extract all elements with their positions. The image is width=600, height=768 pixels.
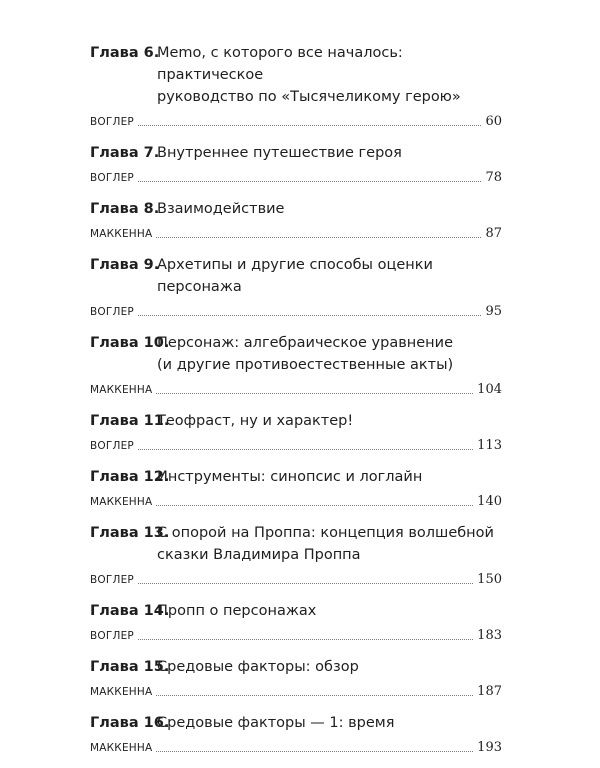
toc-entry-chapter-6[interactable] xyxy=(90,42,502,129)
chapter-author: МАККЕННА xyxy=(90,496,153,508)
chapter-label: Глава 11. xyxy=(90,413,170,429)
toc-title-row xyxy=(90,332,502,376)
chapter-title: С опорой на Проппа: концепция волшебной сказки Владимира Проппа xyxy=(157,525,494,563)
chapter-label: Глава 13. xyxy=(90,525,170,541)
dot-leader xyxy=(138,448,473,450)
page-number: 113 xyxy=(477,438,502,453)
toc-title-row xyxy=(90,522,502,566)
chapter-label: Глава 12. xyxy=(90,469,170,485)
chapter-title: Персонаж: алгебраическое уравнение (и другие противоестественные акты) xyxy=(157,335,454,373)
chapter-author: МАККЕННА xyxy=(90,742,153,754)
dot-leader xyxy=(138,582,473,584)
chapter-title: Инструменты: синопсис и логлайн xyxy=(157,469,423,485)
page-number: 60 xyxy=(485,114,502,129)
chapter-title: Memo, с которого все началось: практическое руководство по «Тысячеликому герою» xyxy=(157,45,461,105)
toc-author-row xyxy=(90,491,502,509)
toc-entry-chapter-14[interactable] xyxy=(90,600,502,643)
table-of-contents xyxy=(90,42,502,768)
toc-title-row xyxy=(90,600,502,622)
dot-leader xyxy=(138,314,482,316)
toc-author-row xyxy=(90,111,502,129)
dot-leader xyxy=(156,504,473,506)
page-number: 150 xyxy=(477,572,502,587)
chapter-author: МАККЕННА xyxy=(90,686,153,698)
toc-entry-chapter-9[interactable] xyxy=(90,254,502,319)
dot-leader xyxy=(138,124,482,126)
dot-leader xyxy=(156,750,473,752)
toc-entry-chapter-13[interactable] xyxy=(90,522,502,587)
toc-entry-chapter-15[interactable] xyxy=(90,656,502,699)
toc-author-row xyxy=(90,379,502,397)
chapter-title: Средовые факторы — 1: время xyxy=(157,715,395,731)
page-number: 193 xyxy=(477,740,502,755)
chapter-author: ВОГЛЕР xyxy=(90,574,134,586)
chapter-title: Средовые факторы: обзор xyxy=(157,659,359,675)
toc-title-row xyxy=(90,656,502,678)
chapter-label: Глава 7. xyxy=(90,145,160,161)
toc-title-row xyxy=(90,254,502,298)
toc-author-row xyxy=(90,569,502,587)
chapter-author: ВОГЛЕР xyxy=(90,306,134,318)
chapter-label: Глава 16. xyxy=(90,715,170,731)
page-number: 78 xyxy=(485,170,502,185)
dot-leader xyxy=(138,638,473,640)
page-number: 187 xyxy=(477,684,502,699)
page-number: 95 xyxy=(485,304,502,319)
chapter-title: Внутреннее путешествие героя xyxy=(157,145,402,161)
toc-author-row xyxy=(90,681,502,699)
chapter-author: МАККЕННА xyxy=(90,228,153,240)
page-number: 140 xyxy=(477,494,502,509)
chapter-author: ВОГЛЕР xyxy=(90,172,134,184)
chapter-label: Глава 14. xyxy=(90,603,170,619)
toc-entry-chapter-11[interactable] xyxy=(90,410,502,453)
dot-leader xyxy=(138,180,482,182)
chapter-author: МАККЕННА xyxy=(90,384,153,396)
toc-author-row xyxy=(90,737,502,755)
page-number: 183 xyxy=(477,628,502,643)
dot-leader xyxy=(156,236,481,238)
chapter-label: Глава 8. xyxy=(90,201,160,217)
toc-title-row xyxy=(90,712,502,734)
chapter-author: ВОГЛЕР xyxy=(90,440,134,452)
toc-title-row xyxy=(90,410,502,432)
toc-title-row xyxy=(90,198,502,220)
chapter-title: Архетипы и другие способы оценки персонажа xyxy=(157,257,433,295)
toc-entry-chapter-10[interactable] xyxy=(90,332,502,397)
chapter-label: Глава 10. xyxy=(90,335,170,351)
chapter-title: Пропп о персонажах xyxy=(157,603,317,619)
toc-entry-chapter-12[interactable] xyxy=(90,466,502,509)
dot-leader xyxy=(156,694,473,696)
chapter-label: Глава 15. xyxy=(90,659,170,675)
chapter-title: Взаимодействие xyxy=(157,201,285,217)
toc-entry-chapter-16[interactable] xyxy=(90,712,502,755)
toc-author-row xyxy=(90,301,502,319)
dot-leader xyxy=(156,392,473,394)
toc-author-row xyxy=(90,223,502,241)
page-number: 87 xyxy=(485,226,502,241)
toc-author-row xyxy=(90,625,502,643)
chapter-author: ВОГЛЕР xyxy=(90,116,134,128)
chapter-author: ВОГЛЕР xyxy=(90,630,134,642)
page-number: 104 xyxy=(477,382,502,397)
chapter-label: Глава 9. xyxy=(90,257,160,273)
chapter-label: Глава 6. xyxy=(90,45,160,61)
toc-entry-chapter-8[interactable] xyxy=(90,198,502,241)
toc-title-row xyxy=(90,142,502,164)
toc-author-row xyxy=(90,435,502,453)
toc-entry-chapter-7[interactable] xyxy=(90,142,502,185)
chapter-title: Теофраст, ну и характер! xyxy=(157,413,354,429)
toc-title-row xyxy=(90,466,502,488)
toc-author-row xyxy=(90,167,502,185)
toc-title-row xyxy=(90,42,502,108)
